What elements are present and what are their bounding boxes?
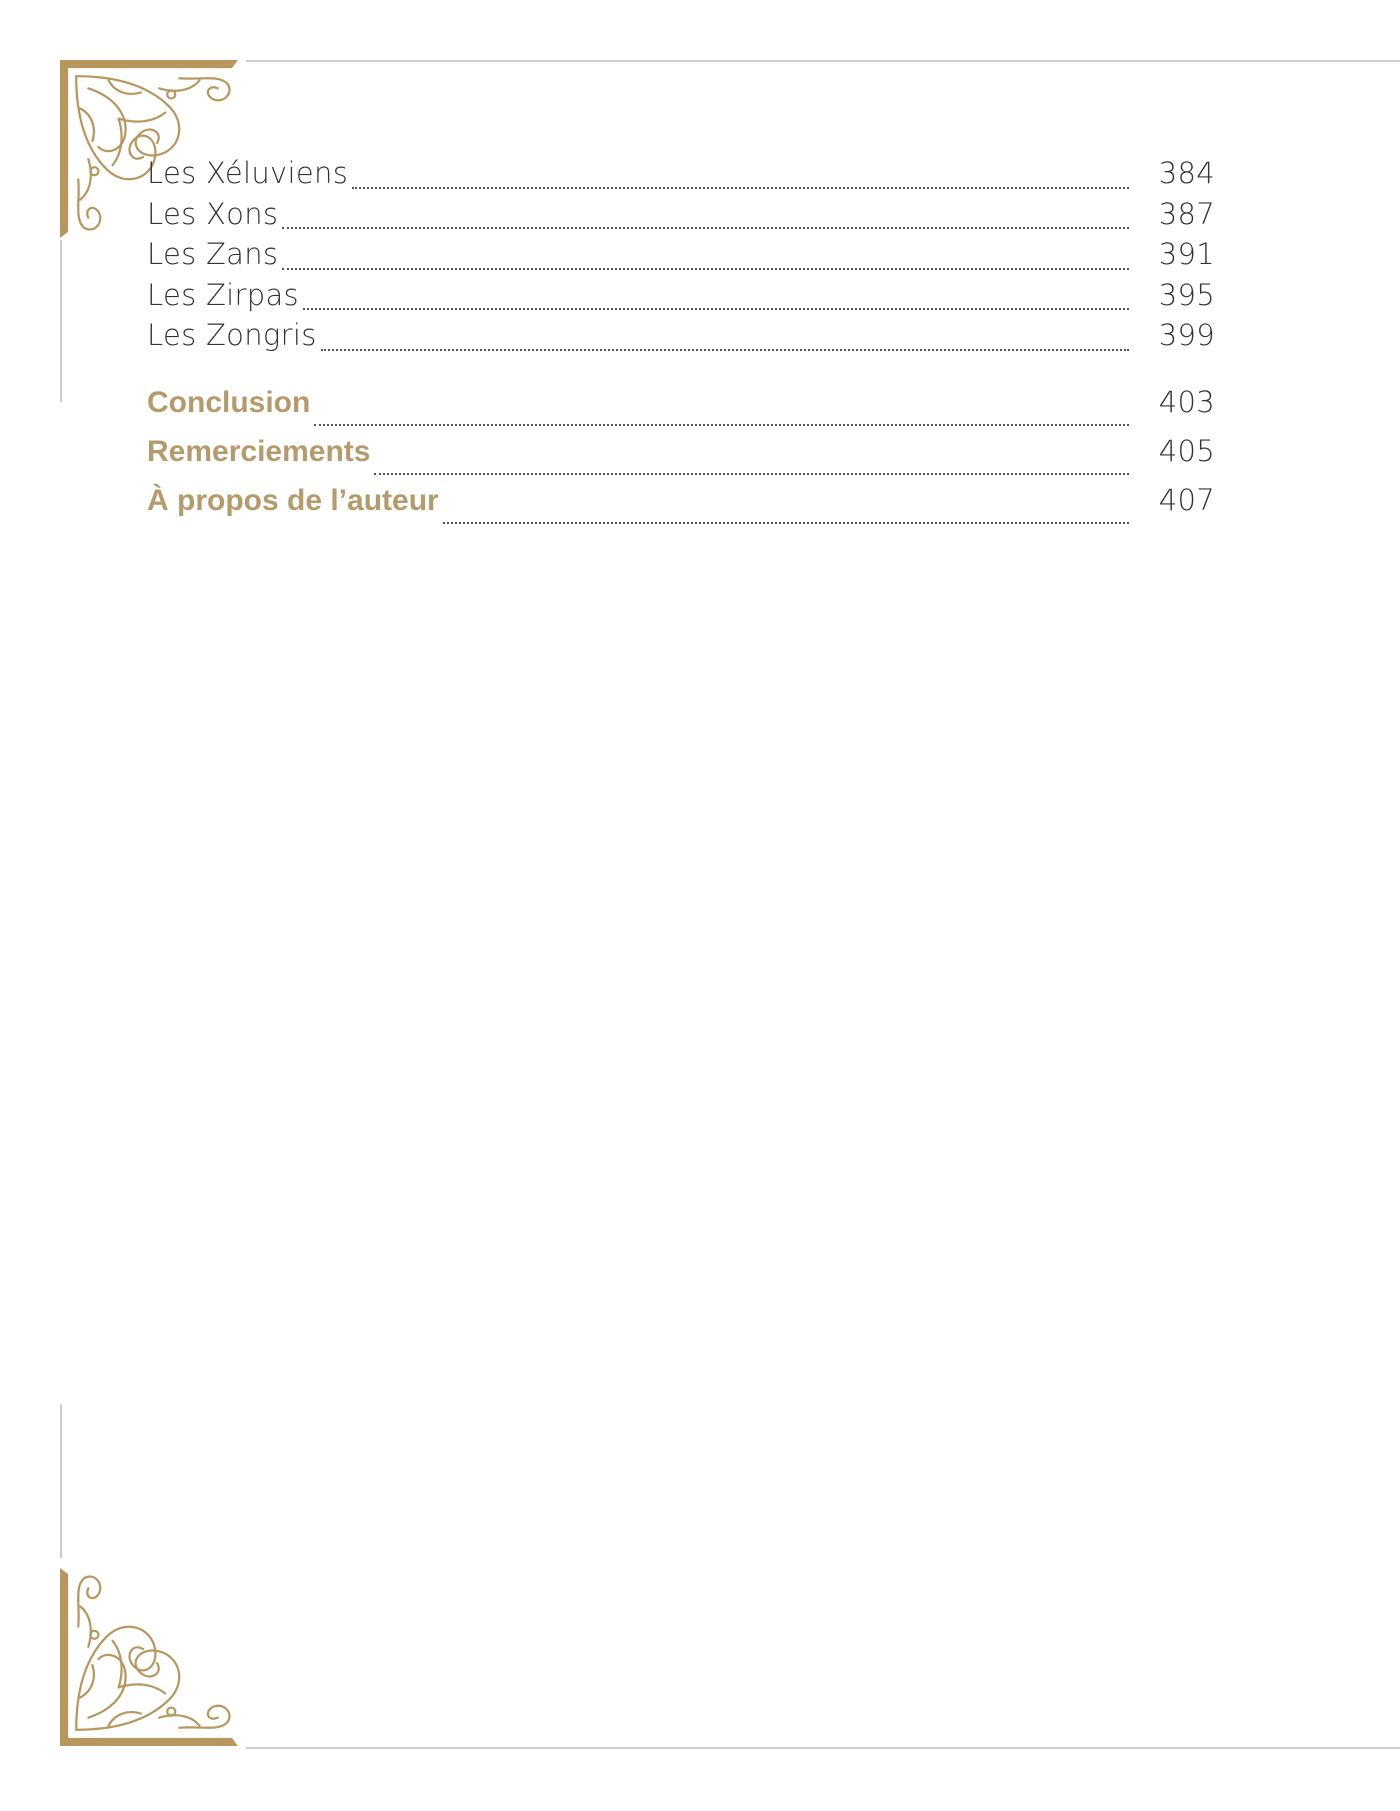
toc-section-page: 403 (1158, 384, 1215, 419)
toc-entry-title: Les Xéluviens (147, 156, 349, 190)
dot-leader (303, 308, 1129, 310)
toc-section-page: 407 (1158, 482, 1215, 517)
frame-top-rule (246, 60, 1400, 62)
toc-section-title: Remerciements (147, 434, 371, 468)
dot-leader (282, 227, 1128, 229)
toc-section-page: 405 (1158, 433, 1215, 468)
dot-leader (443, 522, 1129, 524)
toc-entry-title: Les Zans (147, 237, 279, 271)
toc-entry[interactable] (147, 197, 1215, 238)
toc-entry[interactable] (147, 237, 1215, 278)
toc-entry-title: Les Zongris (147, 318, 317, 352)
dot-leader (374, 473, 1128, 475)
toc-entry-title: Les Xons (147, 196, 279, 231)
toc-entry-page: 384 (1158, 156, 1215, 190)
toc-entry-page: 395 (1158, 277, 1215, 312)
table-of-contents (147, 156, 1215, 532)
dot-leader (314, 424, 1128, 426)
dot-leader (352, 187, 1129, 189)
frame-bottom-rule (246, 1747, 1400, 1749)
toc-entry-page: 391 (1158, 237, 1215, 271)
toc-section-a-propos[interactable] (147, 483, 1215, 532)
toc-section-title: Conclusion (147, 385, 311, 419)
filigree-corner-bottom-icon (58, 1566, 240, 1748)
frame-left-rule-upper (60, 240, 62, 402)
toc-section-title: À propos de l’auteur (147, 483, 439, 517)
toc-section-remerciements[interactable] (147, 434, 1215, 483)
toc-entry[interactable] (147, 318, 1215, 359)
toc-entry-title: Les Zirpas (147, 277, 299, 312)
dot-leader (282, 268, 1128, 270)
frame-left-rule-lower (60, 1404, 62, 1558)
toc-entry-page: 387 (1158, 196, 1215, 231)
toc-entry[interactable] (147, 278, 1215, 319)
toc-entry[interactable] (147, 156, 1215, 197)
toc-section-conclusion[interactable] (147, 385, 1215, 434)
toc-entry-page: 399 (1158, 318, 1215, 352)
dot-leader (321, 349, 1129, 351)
